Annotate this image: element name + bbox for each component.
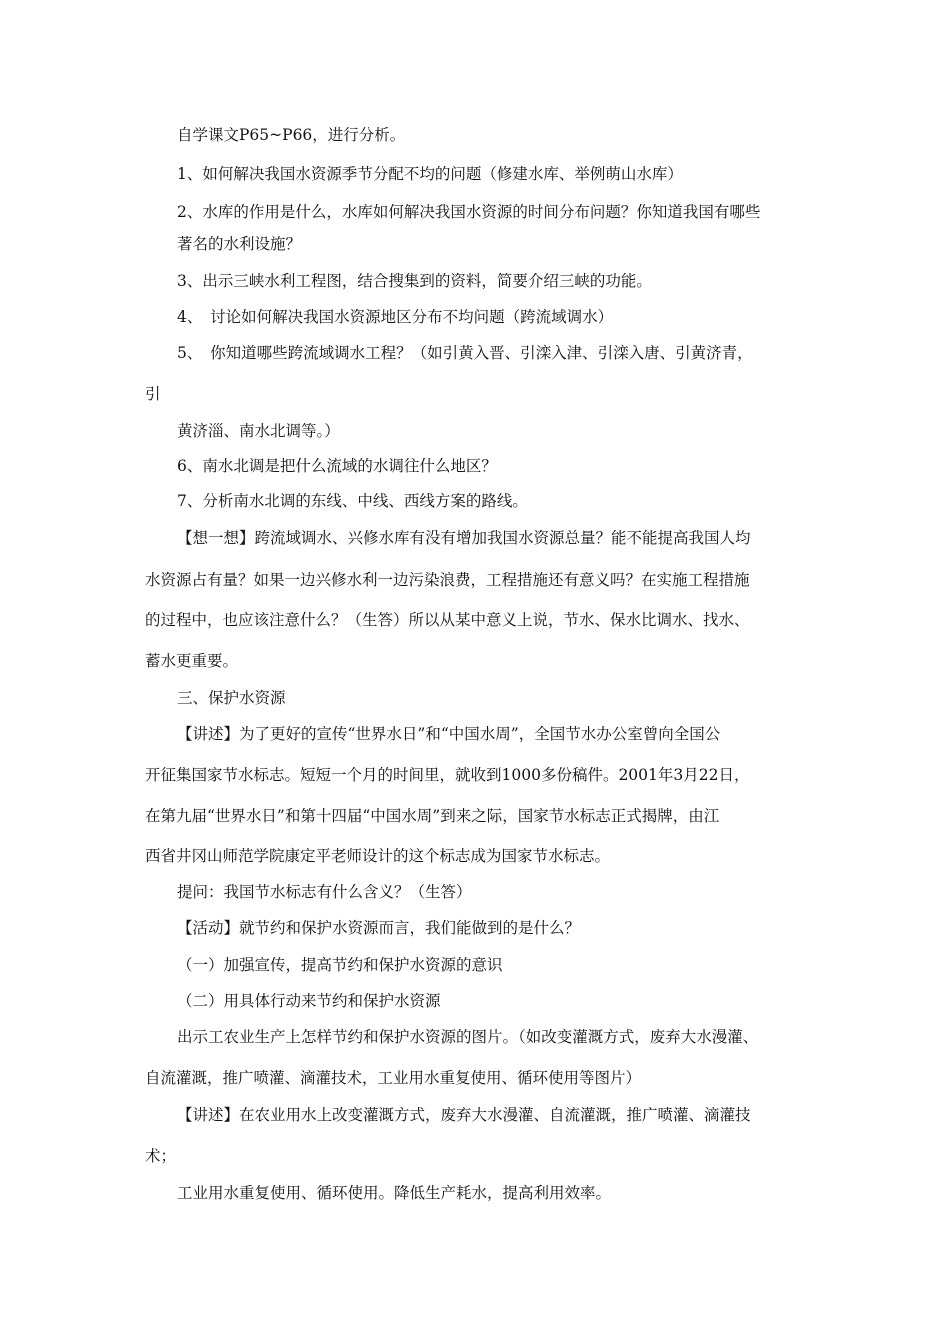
question-2-cont: 著名的水利设施？: [177, 235, 302, 253]
activity-item-1: （一）加强宣传，提高节约和保护水资源的意识: [177, 956, 503, 974]
question-5-cont: 黄济淄、南水北调等。）: [177, 422, 340, 440]
industry-line: 工业用水重复使用、循环使用。降低生产耗水，提高利用效率。: [177, 1184, 612, 1202]
question-3: 3、出示三峡水利工程图，结合搜集到的资料，简要介绍三峡的功能。: [177, 272, 652, 290]
question-5-wrap: 引: [145, 385, 161, 403]
think-paragraph-line: 水资源占有量？如果一边兴修水利一边污染浪费，工程措施还有意义吗？在实施工程措施: [145, 571, 750, 589]
show-pictures-line: 自流灌溉，推广喷灌、滴灌技术，工业用水重复使用、循环使用等图片）: [145, 1069, 642, 1087]
section-heading: 三、保护水资源: [177, 689, 286, 707]
question-line: 提问：我国节水标志有什么含义？（生答）: [177, 883, 472, 901]
lecture-agriculture-line: 【讲述】在农业用水上改变灌溉方式，废弃大水漫灌、自流灌溉，推广喷灌、滴灌技: [177, 1106, 751, 1124]
intro-line: 自学课文P65~P66，进行分析。: [177, 126, 406, 144]
lecture-agriculture-line: 术；: [145, 1147, 177, 1165]
question-1: 1、如何解决我国水资源季节分配不均的问题（修建水库、举例萌山水库）: [177, 165, 683, 183]
question-6: 6、南水北调是把什么流域的水调往什么地区？: [177, 457, 497, 475]
question-5: 5、 你知道哪些跨流域调水工程？（如引黄入晋、引滦入津、引滦入唐、引黄济青，: [177, 344, 753, 362]
question-4: 4、 讨论如何解决我国水资源地区分布不均问题（跨流域调水）: [177, 308, 614, 326]
think-paragraph-line: 蓄水更重要。: [145, 652, 239, 670]
lecture-paragraph-line: 开征集国家节水标志。短短一个月的时间里，就收到1000多份稿件。2001年3月22日，: [145, 766, 750, 784]
lecture-paragraph-line: 【讲述】为了更好的宣传“世界水日”和“中国水周”，全国节水办公室曾向全国公: [177, 725, 721, 743]
activity-line: 【活动】就节约和保护水资源而言，我们能做到的是什么？: [177, 919, 581, 937]
question-2: 2、水库的作用是什么，水库如何解决我国水资源的时间分布问题？你知道我国有哪些: [177, 203, 761, 221]
activity-item-2: （二）用具体行动来节约和保护水资源: [177, 992, 441, 1010]
lecture-paragraph-line: 在第九届“世界水日”和第十四届“中国水周”到来之际，国家节水标志正式揭牌，由江: [145, 807, 720, 825]
think-paragraph-line: 的过程中，也应该注意什么？（生答）所以从某中意义上说，节水、保水比调水、找水、: [145, 611, 750, 629]
show-pictures-line: 出示工农业生产上怎样节约和保护水资源的图片。（如改变灌溉方式，废弃大水漫灌、: [177, 1028, 759, 1046]
think-paragraph-line: 【想一想】跨流域调水、兴修水库有没有增加我国水资源总量？能不能提高我国人均: [177, 529, 751, 547]
lecture-paragraph-line: 西省井冈山师范学院康定平老师设计的这个标志成为国家节水标志。: [145, 847, 611, 865]
question-7: 7、分析南水北调的东线、中线、西线方案的路线。: [177, 492, 528, 510]
